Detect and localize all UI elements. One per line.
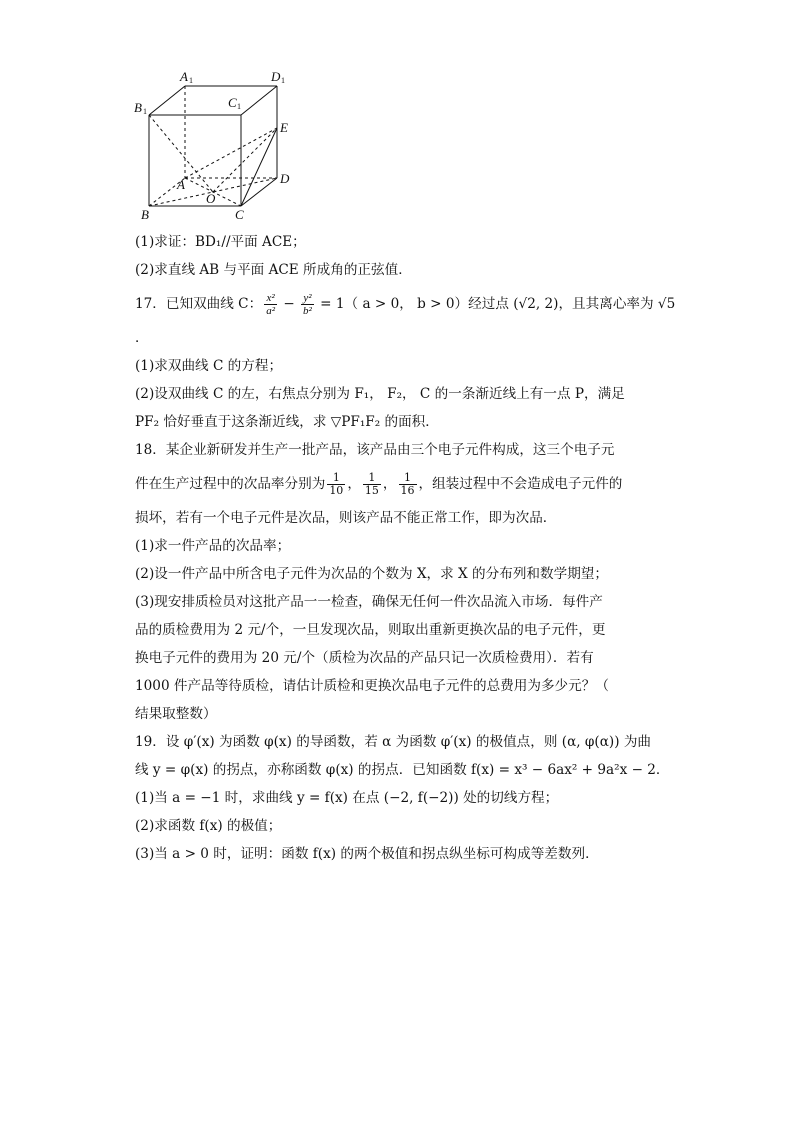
question-content [135,228,675,868]
label-E: E [280,120,288,135]
q17-part2-line1: (2)设双曲线 C 的左，右焦点分别为 F₁， F₂， C 的一条渐近线上有一点 P，满足 [135,386,625,402]
q18-part2: (2)设一件产品中所含电子元件为次品的个数为 X，求 X 的分布列和数学期望； [135,566,608,582]
q17-part1: (1)求双曲线 C 的方程； [135,358,283,374]
q18-sep2: ， [382,476,397,492]
label-A1: A [180,69,188,84]
q17-frac-x: $\frac{\text{x²}}{\text{a²}}$ [266,292,275,317]
q17-part2-line2: PF₂ 恰好垂直于这条渐近线，求 ▽PF₁F₂ 的面积． [135,414,439,430]
cube-figure [128,66,300,222]
edge-B1A1 [149,86,185,115]
label-C1: C [228,95,237,110]
q18-part3-line3: 换电子元件的费用为 20 元/个（质检为次品的产品只记一次质检费用）．若有 [135,650,594,666]
seg-OE [213,128,277,192]
q17-intro-a: 17．已知双曲线 C： [135,296,263,312]
label-D: D [280,171,290,186]
label-B1: B [134,100,142,115]
label-B1-sub: 1 [143,107,147,116]
edge-CD [241,178,277,206]
q18-part3-line4: 1000 件产品等待质检，请估计质检和更换次品电子元件的总费用为多少元？（ [135,678,609,694]
q17-frac-y: $\frac{\text{y²}}{\text{b²}}$ [303,292,312,317]
label-A: A [177,177,185,192]
q17-intro-b: = 1（ a > 0， b > 0）经过点 (√2, 2)，且其离心率为 √5 [315,296,676,312]
q18-part3-line5: 结果取整数） [135,706,217,722]
label-B: B [141,207,149,222]
q17-dot: ． [135,330,149,346]
q19-part2: (2)求函数 f(x) 的极值； [135,818,282,834]
seg-CE [241,128,277,206]
q19-stem-line2: 线 y = φ(x) 的拐点，亦称函数 φ(x) 的拐点．已知函数 f(x) = x³ − 6ax² + 9a²x − 2． [135,762,670,778]
q19-part1: (1)当 a = −1 时，求曲线 y = f(x) 在点 (−2, f(−2)) 处的切线方程； [135,790,559,806]
q17-stem [135,284,675,324]
q18-part1: (1)求一件产品的次品率； [135,538,291,554]
label-D1-sub: 1 [281,76,285,85]
q18-part3-line2: 品的质检费用为 2 元/个，一旦发现次品，则取出重新更换次品的电子元件，更 [135,622,606,638]
q18-l2a: 件在生产过程中的次品率分别为 [135,476,326,492]
edge-C1D1 [241,86,277,115]
q18-frac1: $\frac{1}{10}$ [329,471,344,497]
q18-sep1: ， [347,476,361,492]
q18-frac3: $\frac{1}{16}$ [400,471,415,497]
label-O: O [206,191,216,206]
q18-stem-line2 [135,464,675,504]
label-C1-sub: 1 [237,102,241,111]
q18-l2b: ，组装过程中不会造成电子元件的 [418,476,623,492]
q19-stem-line1: 19．设 φ′(x) 为函数 φ(x) 的导函数，若 α 为函数 φ′(x) 的极值点，则 (α, φ(α)) 为曲 [135,734,652,750]
cube-diagram [128,66,300,222]
label-D1: D [271,69,281,84]
q18-frac2: $\frac{1}{15}$ [364,471,379,497]
label-C: C [235,207,244,222]
q18-stem-line1: 18．某企业新研发并生产一批产品，该产品由三个电子元件构成，这三个电子元 [135,442,615,458]
q16-part2: (2)求直线 AB 与平面 ACE 所成角的正弦值． [135,262,412,278]
q17-minus: − [279,296,300,312]
q19-part3: (3)当 a > 0 时，证明：函数 f(x) 的两个极值和拐点纵坐标可构成等差数列． [135,846,599,862]
q18-part3-line1: (3)现安排质检员对这批产品一一检查，确保无任何一件次品流入市场．每件产 [135,594,603,610]
q18-stem-line3: 损坏，若有一个电子元件是次品，则该产品不能正常工作，即为次品． [135,510,557,526]
seg-AE [185,128,277,178]
label-A1-sub: 1 [189,76,193,85]
q16-part1: (1)求证：BD₁//平面 ACE； [135,234,306,250]
